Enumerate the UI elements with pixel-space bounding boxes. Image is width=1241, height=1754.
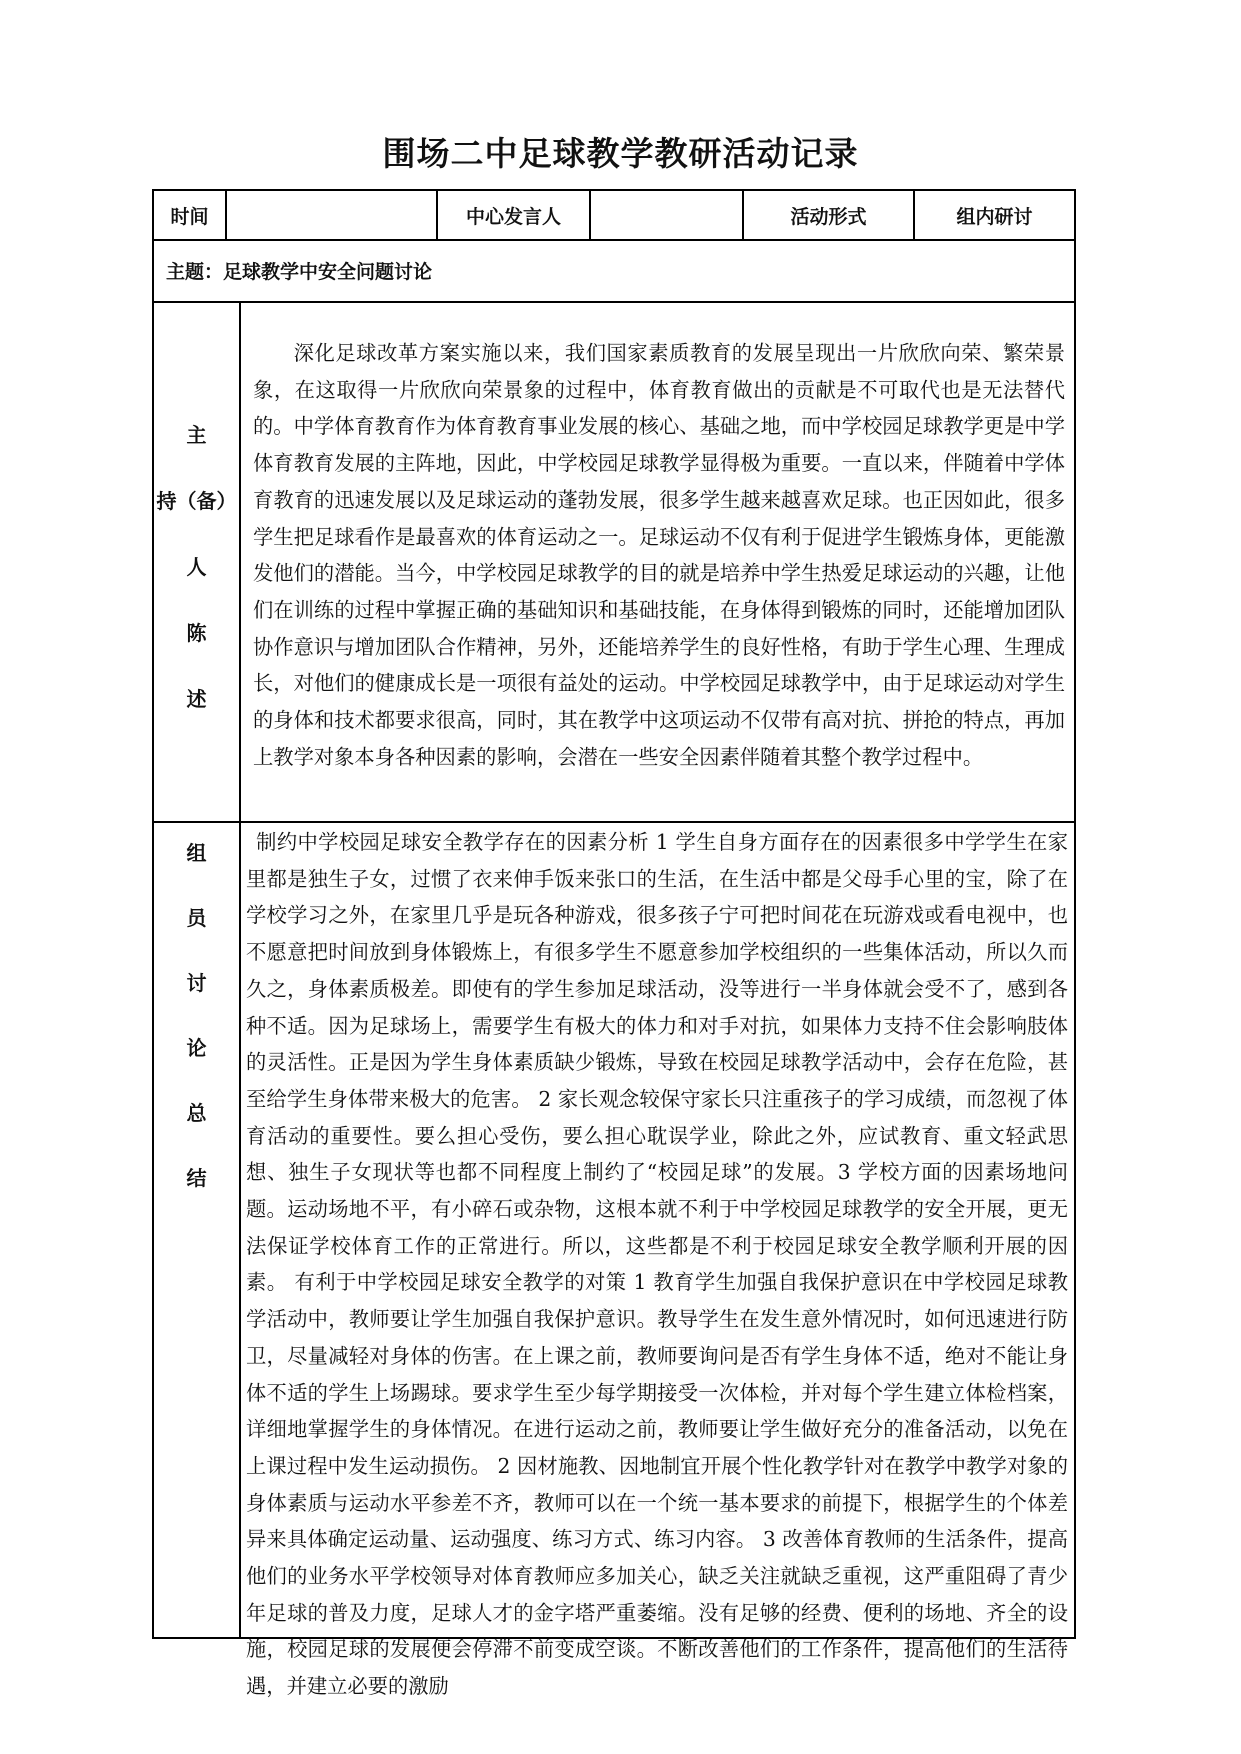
label-char: 总 — [186, 1101, 207, 1125]
label-char: 述 — [186, 687, 207, 711]
topic-text: 主题：足球教学中安全问题讨论 — [166, 260, 433, 283]
label-char: 持（备） — [156, 489, 237, 513]
label-char: 人 — [186, 555, 207, 579]
group-discussion-text: 制约中学校园足球安全教学存在的因素分析 1 学生自身方面存在的因素很多中学学生在家里都是独生子女，过惯了衣来伸手饭来张口的生活，在生活中都是父母手心里的宝，除了在学校学习之外，在家里几乎是玩各种游戏，很多孩子宁可把时间花在玩游戏或看电视中，也不愿意把时间放到身体锻炼上，有很多学生不愿意参加学校组织的一些集体活动，所以久而久之，身体素质极差。即使有的学生参加足球活动，没等进行一半身体就会受不了，感到各种不适。因为足球场上，需要学生有极大的体力和对手对抗，如果体力支持不住会影响肢体的灵活性。正是因为学生身体素质缺少锻炼，导致在校园足球教学活动中，会存在危险，甚至给学生身体带来极大的危害。 2 家长观念较保守家长只注重孩子的学习成绩，而忽视了体育活动的重要性。要么担心受伤，要么担心耽误学业，除此之外，应试教育、重文轻武思想、独生子女现状等也都不同程度上制约了“校园足球”的发展。3 学校方面的因素场地问题。运动场地不平，有小碎石或杂物，这根本就不利于中学校园足球教学的安全开展，更无法保证学校体育工作的正常进行。所以，这些都是不利于校园足球安全教学顺利开展的因素。 有利于中学校园足球安全教学的对策 1 教育学生加强自我保护意识在中学校园足球教学活动中，教师要让学生加强自我保护意识。教导学生在发生意外情况时，如何迅速进行防卫，尽量减轻对身体的伤害。在上课之前，教师要询问是否有学生身体不适，绝对不能让身体不适的学生上场踢球。要求学生至少每学期接受一次体检，并对每个学生建立体检档案，详细地掌握学生的身体情况。在进行运动之前，教师要让学生做好充分的准备活动，以免在上课过程中发生运动损伤。 2 因材施教、因地制宜开展个性化教学针对在教学中教学对象的身体素质与运动水平参差不齐，教师可以在一个统一基本要求的前提下，根据学生的个体差异来具体确定运动量、运动强度、练习方式、练习内容。 3 改善体育教师的生活条件，提高他们的业务水平学校领导对体育教师应多加关心，缺乏关注就缺乏重视，这严重阻碍了青少年足球的普及力度，足球人才的金字塔严重萎缩。没有足够的经费、便利的场地、齐全的设施，校园足球的发展便会停滞不前变成空谈。不断改善他们的工作条件，提高他们的生活待遇，并建立必要的激励 — [246, 830, 1068, 1699]
host-statement-label — [154, 419, 239, 749]
record-table — [152, 189, 1076, 1699]
host-statement-text: 深化足球改革方案实施以来，我们国家素质教育的发展呈现出一片欣欣向荣、繁荣景象，在这取得一片欣欣向荣景象的过程中，体育教育做出的贡献是不可取代也是无法替代的。中学体育教育作为体育教育事业发展的核心、基础之地，而中学校园足球教学更是中学体育教育发展的主阵地，因此，中学校园足球教学显得极为重要。一直以来，伴随着中学体育教育的迅速发展以及足球运动的蓬勃发展，很多学生越来越喜欢足球。也正因如此，很多学生把足球看作是最喜欢的体育运动之一。足球运动不仅有利于促进学生锻炼身体，更能激发他们的潜能。当今，中学校园足球教学的目的就是培养中学生热爱足球运动的兴趣，让他们在训练的过程中掌握正确的基础知识和基础技能，在身体得到锻炼的同时，还能增加团队协作意识与增加团队合作精神，另外，还能培养学生的良好性格，有助于学生心理、生理成长，对他们的健康成长是一项很有益处的运动。中学校园足球教学中，由于足球运动对学生的身体和技术都要求很高，同时，其在教学中这项运动不仅带有高对抗、拼抢的特点，再加上教学对象本身各种因素的影响，会潜在一些安全因素伴随着其整个教学过程中。 — [253, 341, 1065, 769]
form-value: 组内研讨 — [956, 205, 1033, 228]
label-column-divider — [239, 301, 241, 1639]
time-label: 时间 — [170, 205, 209, 228]
speaker-label: 中心发言人 — [465, 205, 561, 228]
label-char: 主 — [186, 423, 207, 447]
label-char: 讨 — [186, 971, 207, 995]
label-char: 组 — [186, 841, 207, 865]
row-divider — [154, 301, 1074, 303]
speaker-value — [591, 191, 742, 239]
group-discussion-label — [154, 837, 239, 1227]
document-title: 围场二中足球教学教研活动记录 — [382, 134, 859, 173]
row-divider — [154, 821, 1074, 823]
label-char: 论 — [186, 1036, 207, 1060]
time-value — [227, 191, 436, 239]
label-char: 员 — [186, 906, 207, 930]
form-label: 活动形式 — [790, 205, 867, 228]
label-char: 结 — [186, 1166, 207, 1190]
label-char: 陈 — [186, 621, 207, 645]
